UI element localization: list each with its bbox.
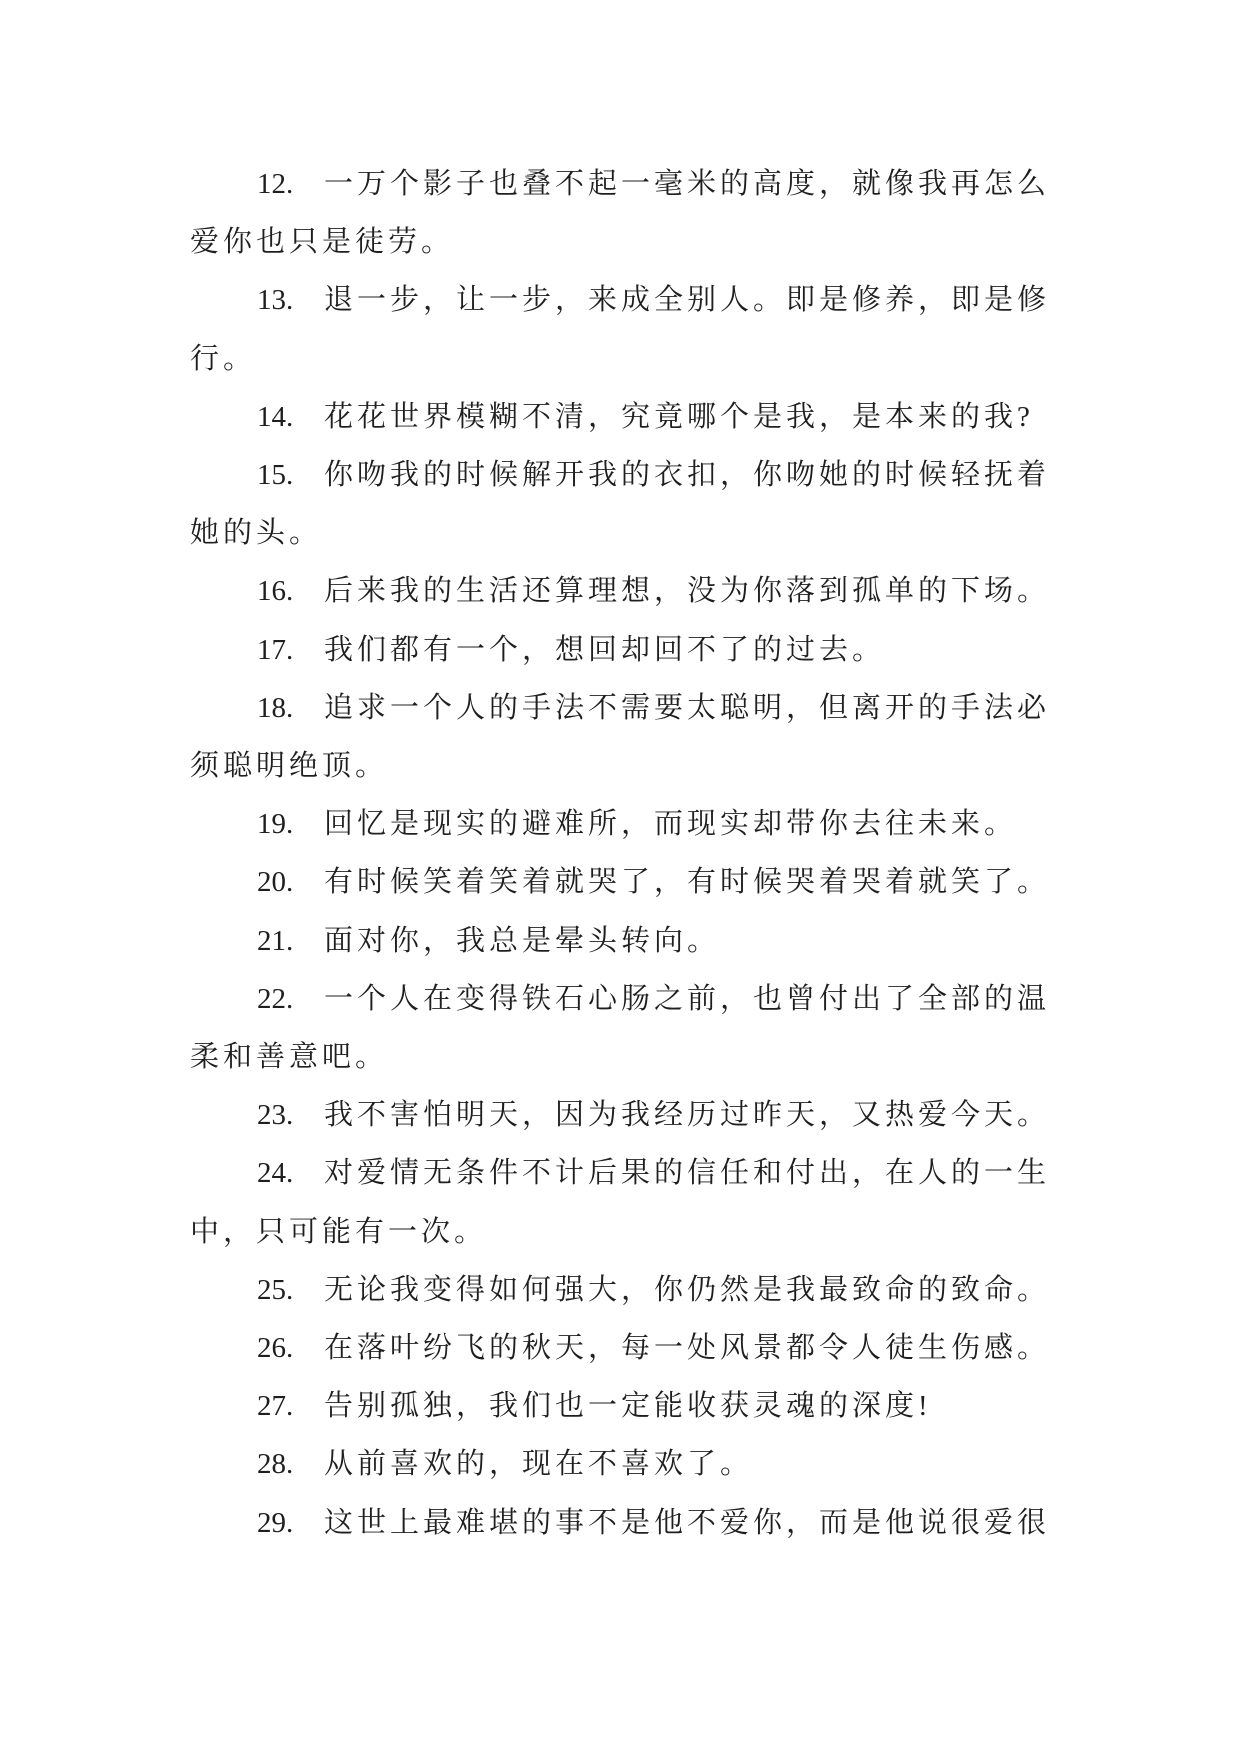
item-number: 17. xyxy=(257,633,294,666)
list-item xyxy=(190,388,1070,446)
item-text: 从前喜欢的，现在不喜欢了。 xyxy=(324,1448,754,1481)
item-number: 24. xyxy=(257,1157,294,1190)
item-number: 21. xyxy=(257,924,294,957)
item-number: 29. xyxy=(257,1506,294,1539)
item-text: 我不害怕明天，因为我经历过昨天，又热爱今天。 xyxy=(324,1099,1051,1132)
list-item xyxy=(190,155,1070,271)
item-number: 27. xyxy=(257,1390,294,1423)
list-item xyxy=(190,679,1070,795)
list-item xyxy=(190,271,1070,387)
item-number: 22. xyxy=(257,982,294,1015)
item-number: 13. xyxy=(257,284,294,317)
item-text: 后来我的生活还算理想，没为你落到孤单的下场。 xyxy=(324,575,1051,608)
item-number: 16. xyxy=(257,575,294,608)
item-text: 花花世界模糊不清，究竟哪个是我，是本来的我? xyxy=(324,400,1034,433)
item-number: 19. xyxy=(257,808,294,841)
list-item xyxy=(190,1435,1070,1493)
item-text: 一万个影子也叠不起一毫米的高度，就像我再怎么爱你也只是徒劳。 xyxy=(190,168,1051,259)
item-text: 一个人在变得铁石心肠之前，也曾付出了全部的温柔和善意吧。 xyxy=(190,982,1051,1074)
item-text: 告别孤独，我们也一定能收获灵魂的深度! xyxy=(324,1390,932,1423)
item-text: 在落叶纷飞的秋天，每一处风景都令人徒生伤感。 xyxy=(324,1332,1051,1365)
list-item xyxy=(190,1086,1070,1144)
item-number: 25. xyxy=(257,1273,294,1306)
item-text: 我们都有一个，想回却回不了的过去。 xyxy=(324,633,886,666)
item-text: 追求一个人的手法不需要太聪明，但离开的手法必须聪明绝顶。 xyxy=(190,691,1051,783)
item-number: 14. xyxy=(257,400,294,433)
item-text: 无论我变得如何强大，你仍然是我最致命的致命。 xyxy=(324,1273,1051,1306)
item-number: 18. xyxy=(257,691,294,724)
item-text: 面对你，我总是晕头转向。 xyxy=(324,924,721,957)
item-number: 12. xyxy=(257,168,294,200)
item-text: 这世上最难堪的事不是他不爱你，而是他说很爱很 xyxy=(324,1506,1051,1539)
list-item xyxy=(190,562,1070,620)
item-text: 你吻我的时候解开我的衣扣，你吻她的时候轻抚着她的头。 xyxy=(190,459,1051,550)
list-item xyxy=(190,912,1070,970)
item-number: 23. xyxy=(257,1099,294,1132)
list-item xyxy=(190,853,1070,911)
list-item xyxy=(190,1377,1070,1435)
quote-list xyxy=(190,155,1070,1552)
list-item xyxy=(190,1261,1070,1319)
item-text: 退一步，让一步，来成全别人。即是修养，即是修行。 xyxy=(190,284,1051,375)
item-text: 有时候笑着笑着就哭了，有时候哭着哭着就笑了。 xyxy=(324,866,1051,899)
item-text: 对爱情无条件不计后果的信任和付出，在人的一生中，只可能有一次。 xyxy=(190,1157,1051,1248)
list-item xyxy=(190,446,1070,562)
list-item xyxy=(190,1494,1070,1552)
list-item xyxy=(190,795,1070,853)
list-item xyxy=(190,970,1070,1086)
list-item xyxy=(190,1144,1070,1260)
item-number: 15. xyxy=(257,459,294,492)
list-item xyxy=(190,1319,1070,1377)
list-item xyxy=(190,621,1070,679)
item-text: 回忆是现实的避难所，而现实却带你去往未来。 xyxy=(324,808,1018,841)
item-number: 20. xyxy=(257,866,294,899)
item-number: 28. xyxy=(257,1448,294,1481)
item-number: 26. xyxy=(257,1332,294,1365)
